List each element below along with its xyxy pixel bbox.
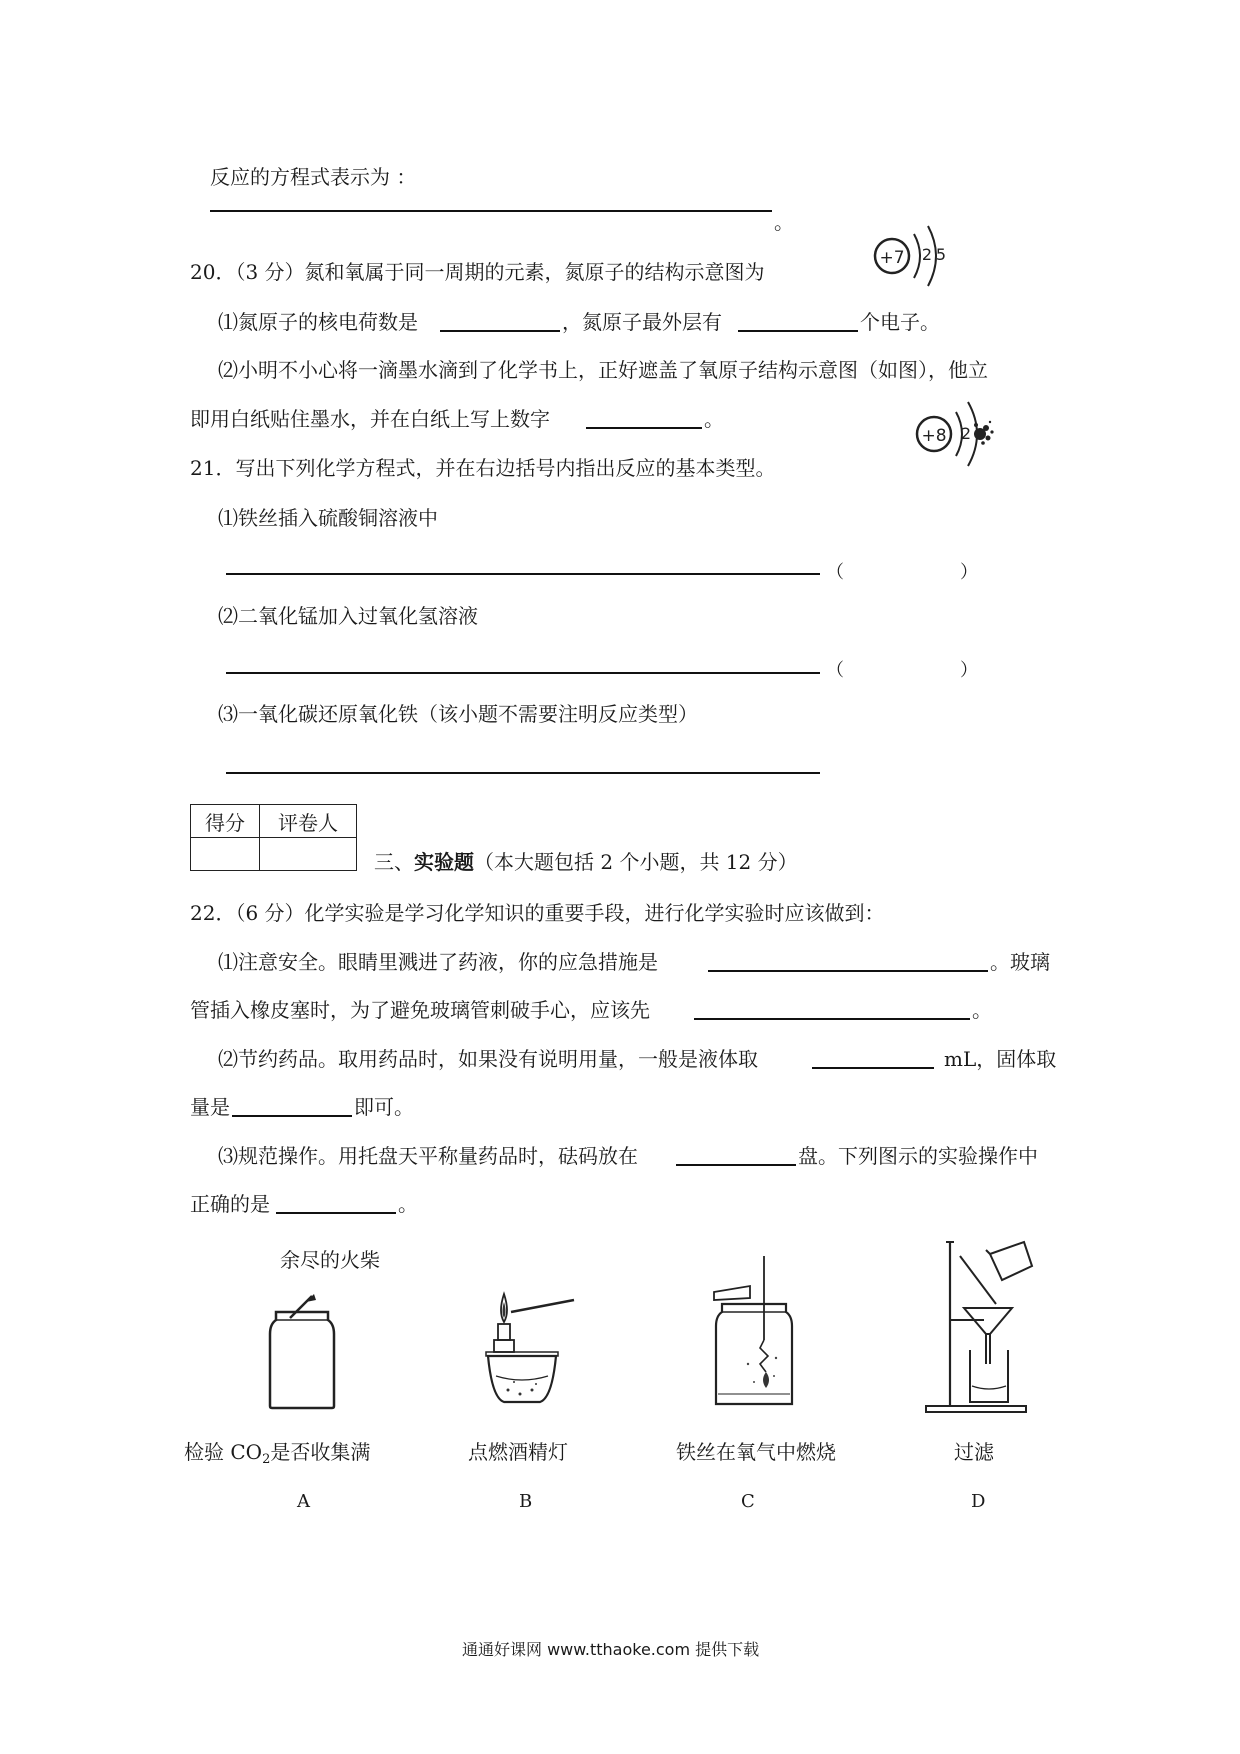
nitrogen-atom-diagram [868,218,968,298]
section-3-description: （本大题包括 2 个小题，共 12 分） [474,850,798,874]
answer-blank-solid-amount[interactable] [232,1115,352,1117]
q22-part1-line1-a: ⑴注意安全。眼睛里溅进了药液，你的应急措施是 [218,950,658,974]
reaction-type-paren-close-2: ） [960,660,978,681]
reaction-type-paren-open-1: （ [826,562,844,583]
q20-part2-line1: ⑵小明不小心将一滴墨水滴到了化学书上，正好遮盖了氧原子结构示意图（如图），他立 [218,358,988,382]
grader-cell[interactable] [260,838,357,871]
option-letter-b: B [519,1491,533,1512]
option-letter-d: D [971,1491,986,1512]
q22-part3-line2-a: 正确的是 [190,1192,270,1216]
reaction-type-paren-close-1: ） [960,562,978,583]
oxygen-atom-ink-diagram [904,392,1004,472]
answer-blank-nuclear-charge[interactable] [440,330,560,332]
figure-a-note: 余尽的火柴 [280,1248,380,1272]
section-3-heading [374,852,798,872]
figure-c-caption: 铁丝在氧气中燃烧 [676,1440,836,1464]
nitrogen-nucleus-charge: +7 [879,248,905,268]
q22-part1-line2-a: 管插入橡皮塞时，为了避免玻璃管刺破手心，应该先 [190,998,650,1022]
score-cell[interactable] [191,838,260,871]
nitrogen-shell-1-electrons: 2 [921,245,933,264]
equation-prefix: 反应的方程式表示为 ： [210,165,417,189]
option-letter-a: A [297,1491,310,1512]
answer-blank-glass-tube-step[interactable] [694,1018,970,1020]
reaction-type-paren-open-2: （ [826,660,844,681]
score-table [190,804,357,871]
answer-blank-correct-option[interactable] [276,1212,396,1214]
answer-blank-liquid-amount[interactable] [812,1067,934,1069]
oxygen-shell-1-electrons: 2 [960,424,972,443]
section-3-prefix: 三、 [374,850,414,874]
q20-part1-text-a: ⑴氮原子的核电荷数是 [218,310,418,334]
iron-wire-oxygen-figure [708,1256,798,1416]
q20-part2-end: 。 [704,407,724,431]
q21-item-3-label: ⑶一氧化碳还原氧化铁（该小题不需要注明反应类型） [218,702,698,726]
answer-blank-oxygen-digit[interactable] [586,427,702,429]
answer-blank-weight-pan[interactable] [676,1164,796,1166]
gas-jar-with-match-figure [262,1290,342,1410]
option-letter-c: C [741,1491,755,1512]
nitrogen-shell-2-electrons: 5 [935,245,947,264]
page-footer: 通通好课网 www.tthaoke.com 提供下载 [462,1640,760,1659]
q20-part1-text-b: ，氮原子最外层有 [562,310,722,334]
answer-blank-outer-electrons[interactable] [738,330,858,332]
period-mark: 。 [774,210,794,234]
alcohol-lamp-figure [484,1290,594,1412]
q22-part3-line1-b: 盘。下列图示的实验操作中 [798,1144,1038,1168]
question-20-title: 20．（3 分）氮和氧属于同一周期的元素，氮原子的结构示意图为 [190,260,765,284]
question-21-title: 21．写出下列化学方程式，并在右边括号内指出反应的基本类型。 [190,456,776,480]
score-header: 得分 [191,805,260,838]
section-3-name: 实验题 [414,850,474,874]
figure-d-caption: 过滤 [954,1440,994,1464]
figure-a-caption-pre: 检验 CO [184,1440,263,1464]
q22-part2-line2-b: 即可。 [354,1095,414,1119]
q22-part3-line1-a: ⑶规范操作。用托盘天平称量药品时，砝码放在 [218,1144,638,1168]
q21-item-2-label: ⑵二氧化锰加入过氧化氢溶液 [218,604,478,628]
q22-part3-line2-b: 。 [398,1192,418,1216]
answer-line-equation-3[interactable] [226,772,820,774]
q22-part2-line1-b: mL，固体取 [944,1047,1057,1071]
q21-item-1-label: ⑴铁丝插入硫酸铜溶液中 [218,506,438,530]
q22-part1-line2-b: 。 [972,998,992,1022]
q20-part2-line2: 即用白纸贴住墨水，并在白纸上写上数字 [190,407,550,431]
answer-blank-equation[interactable] [210,210,772,212]
oxygen-nucleus-charge: +8 [921,426,947,446]
answer-line-equation-2[interactable] [226,672,820,674]
q22-part2-line1-a: ⑵节约药品。取用药品时，如果没有说明用量，一般是液体取 [218,1047,758,1071]
co2-subscript: 2 [262,1452,271,1467]
filtration-apparatus-figure [920,1236,1050,1416]
figure-a-caption-post: 是否收集满 [270,1440,371,1464]
q20-part1-text-c: 个电子。 [860,310,940,334]
question-22-title: 22．（6 分）化学实验是学习化学知识的重要手段，进行化学实验时应该做到： [190,901,885,925]
grader-header: 评卷人 [260,805,357,838]
answer-line-equation-1[interactable] [226,573,820,575]
q22-part1-line1-b: 。玻璃 [990,950,1050,974]
q22-part2-line2-a: 量是 [190,1095,230,1119]
answer-blank-emergency-measure[interactable] [708,970,988,972]
figure-b-caption: 点燃酒精灯 [468,1440,568,1464]
figure-a-caption [184,1442,370,1466]
